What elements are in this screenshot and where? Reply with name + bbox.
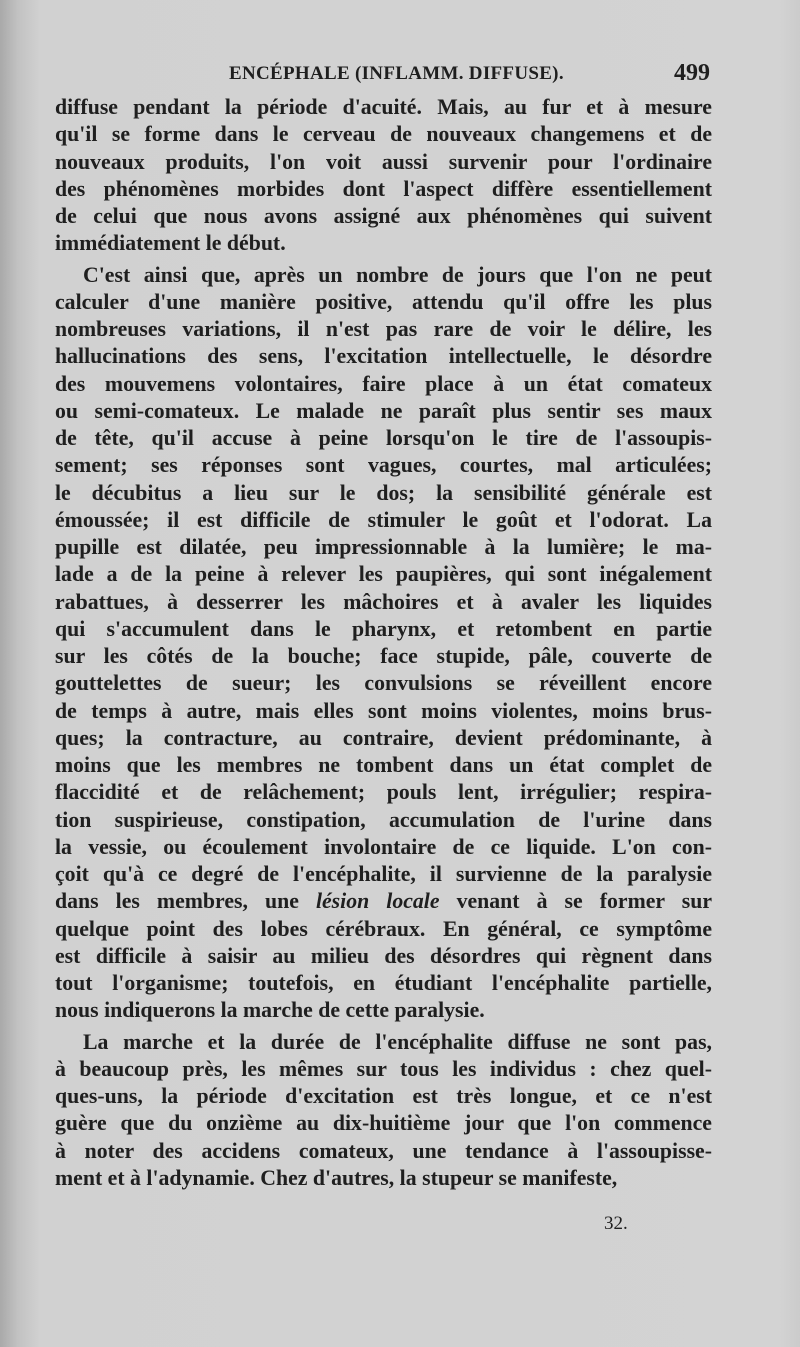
text-line: qui s'accumulent dans le pharynx, et retombent en partie [55,616,712,641]
text-line: émoussée; il est difficile de stimuler le goût et l'odorat. La [55,507,712,532]
page-header [0,60,800,90]
paragraph [55,1029,712,1193]
text-line: est difficile à saisir au milieu des désordres qui règnent dans [55,943,712,968]
text-line: à noter des accidens comateux, une tendance à l'assoupisse- [55,1138,712,1163]
text-line: sur les côtés de la bouche; face stupide, pâle, couverte de [55,644,712,668]
text-line: La marche et la durée de l'encéphalite diffuse ne sont pas, [83,1029,712,1054]
text-line: sement; ses réponses sont vagues, courtes, mal articulées; [55,453,712,478]
text-line: gouttelettes de sueur; les convulsions se réveillent encore [55,671,712,696]
text-line: dans les membres, une lésion locale venant à se former sur [55,889,712,914]
page-number: 499 [674,60,710,86]
text-line: C'est ainsi que, après un nombre de jours que l'on ne peut [83,262,712,287]
text-line: le décubitus a lieu sur le dos; la sensibilité générale est [55,480,712,505]
running-title: ENCÉPHALE (INFLAMM. DIFFUSE). [229,63,564,84]
text-line: de celui que nous avons assigné aux phénomènes qui suivent [55,204,712,228]
text-line: rabattues, à desserrer les mâchoires et à avaler les liquides [55,589,712,614]
text-line: ment et à l'adynamie. Chez d'autres, la stupeur se manifeste, [55,1165,618,1190]
text-line: à beaucoup près, les mêmes sur tous les individus : chez quel- [55,1056,712,1081]
text-line: des mouvemens volontaires, faire place à un état comateux [55,371,712,396]
text-line: hallucinations des sens, l'excitation intellectuelle, le désordre [55,344,712,369]
text-line: tout l'organisme; toutefois, en étudiant l'encéphalite partielle, [55,971,712,995]
signature-mark: 32. [604,1213,628,1234]
paragraph [55,94,712,258]
text-line: guère que du onzième au dix-huitième jour que l'on commence [55,1111,712,1136]
text-line: diffuse pendant la période d'acuité. Mais, au fur et à mesure [55,95,712,119]
text-line: ou semi-comateux. Le malade ne paraît plus sentir ses maux [55,398,712,423]
text-line: de tête, qu'il accuse à peine lorsqu'on le tire de l'assoupis- [55,426,712,450]
text-line: nouveaux produits, l'on voit aussi survenir pour l'ordinaire [55,149,712,174]
text-line: pupille est dilatée, peu impressionnable à la lumière; le ma- [55,535,712,559]
paragraph [55,262,712,1025]
text-line: de temps à autre, mais elles sont moins violentes, moins brus- [55,698,712,723]
body-text [55,94,712,1196]
text-line: nombreuses variations, il n'est pas rare de voir le délire, les [55,317,712,341]
text-line: çoit qu'à ce degré de l'encéphalite, il survienne de la paralysie [55,862,712,886]
text-line: nous indiquerons la marche de cette paralysie. [55,998,485,1023]
text-line: flaccidité et de relâchement; pouls lent, irrégulier; respira- [55,780,712,805]
text-line: des phénomènes morbides dont l'aspect diffère essentiellement [55,176,712,201]
text-line: lade a de la peine à relever les paupières, qui sont inégalement [55,562,712,587]
text-line: ques-uns, la période d'excitation est très longue, et ce n'est [55,1084,712,1108]
text-line: quelque point des lobes cérébraux. En général, ce symptôme [55,916,712,941]
text-line: la vessie, ou écoulement involontaire de ce liquide. L'on con- [55,834,712,859]
text-line: ques; la contracture, au contraire, devient prédominante, à [55,725,712,750]
text-line: calculer d'une manière positive, attendu qu'il offre les plus [55,289,712,314]
text-line: tion suspirieuse, constipation, accumulation de l'urine dans [55,807,712,832]
text-line: moins que les membres ne tombent dans un état complet de [55,753,712,777]
text-line: immédiatement le début. [55,231,286,256]
text-line: qu'il se forme dans le cerveau de nouveaux changemens et de [55,122,712,147]
